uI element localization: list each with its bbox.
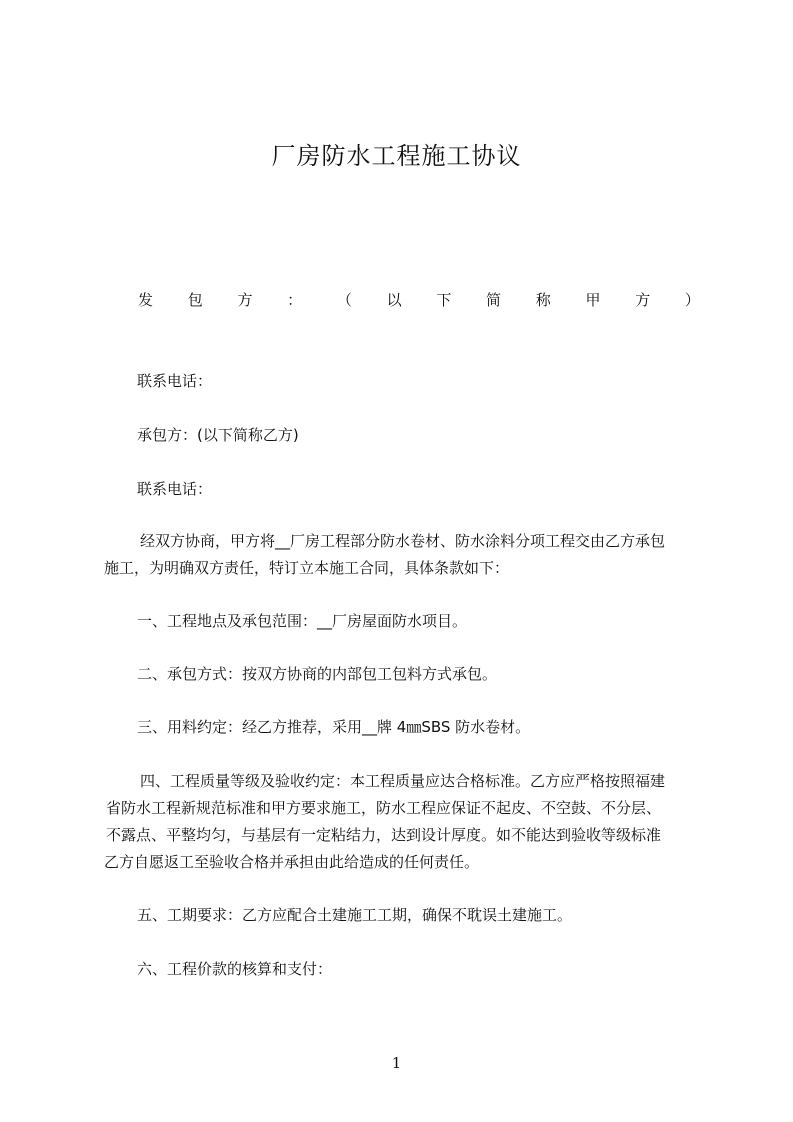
party-a-char: 方 — [635, 291, 651, 309]
clause-4-line-2: 省防水工程新规范标准和甲方要求施工，防水工程应保证不起皮、不空鼓、不分层、 — [106, 799, 662, 817]
party-a-char: （ — [336, 291, 352, 309]
party-a-char: 下 — [436, 291, 452, 309]
contact-b: 联系电话： — [137, 480, 213, 498]
clause-6: 六、工程价款的核算和支付： — [137, 960, 333, 978]
clause-3: 三、用料约定：经乙方推荐，采用__牌 4㎜SBS 防水卷材。 — [137, 718, 531, 736]
clause-1: 一、工程地点及承包范围：__厂房屋面防水项目。 — [137, 612, 468, 630]
party-b: 承包方：(以下简称乙方) — [137, 426, 299, 444]
intro-line-2: 施工，为明确双方责任，特订立本施工合同，具体条款如下： — [104, 559, 510, 577]
party-a-line — [138, 285, 700, 315]
document-title: 厂房防水工程施工协议 — [271, 142, 522, 170]
party-a-char: 发 — [138, 291, 154, 309]
party-a-char: ： — [287, 291, 303, 309]
intro-line-1: 经双方协商，甲方将__厂房工程部分防水卷材、防水涂料分项工程交由乙方承包 — [140, 532, 666, 550]
clause-4-line-4: 乙方自愿返工至验收合格并承担由此给造成的任何责任。 — [104, 853, 480, 871]
clause-4-line-1: 四、工程质量等级及验收约定：本工程质量应达合格标准。乙方应严格按照福建 — [140, 772, 666, 790]
party-a-char: 包 — [187, 291, 203, 309]
party-a-char: 称 — [535, 291, 551, 309]
clause-4-line-3: 不露点、平整均匀，与基层有一定粘结力，达到设计厚度。如不能达到验收等级标准 — [106, 826, 662, 844]
clause-2: 二、承包方式：按双方协商的内部包工包料方式承包。 — [137, 665, 498, 683]
party-a-char: ） — [684, 291, 700, 309]
clause-5: 五、工期要求：乙方应配合土建施工工期，确保不耽误土建施工。 — [137, 906, 573, 924]
party-a-char: 方 — [237, 291, 253, 309]
party-a-char: 甲 — [585, 291, 601, 309]
page-number: 1 — [391, 1054, 402, 1072]
contact-a: 联系电话： — [137, 372, 213, 390]
party-a-char: 以 — [386, 291, 402, 309]
party-a-char: 简 — [486, 291, 502, 309]
